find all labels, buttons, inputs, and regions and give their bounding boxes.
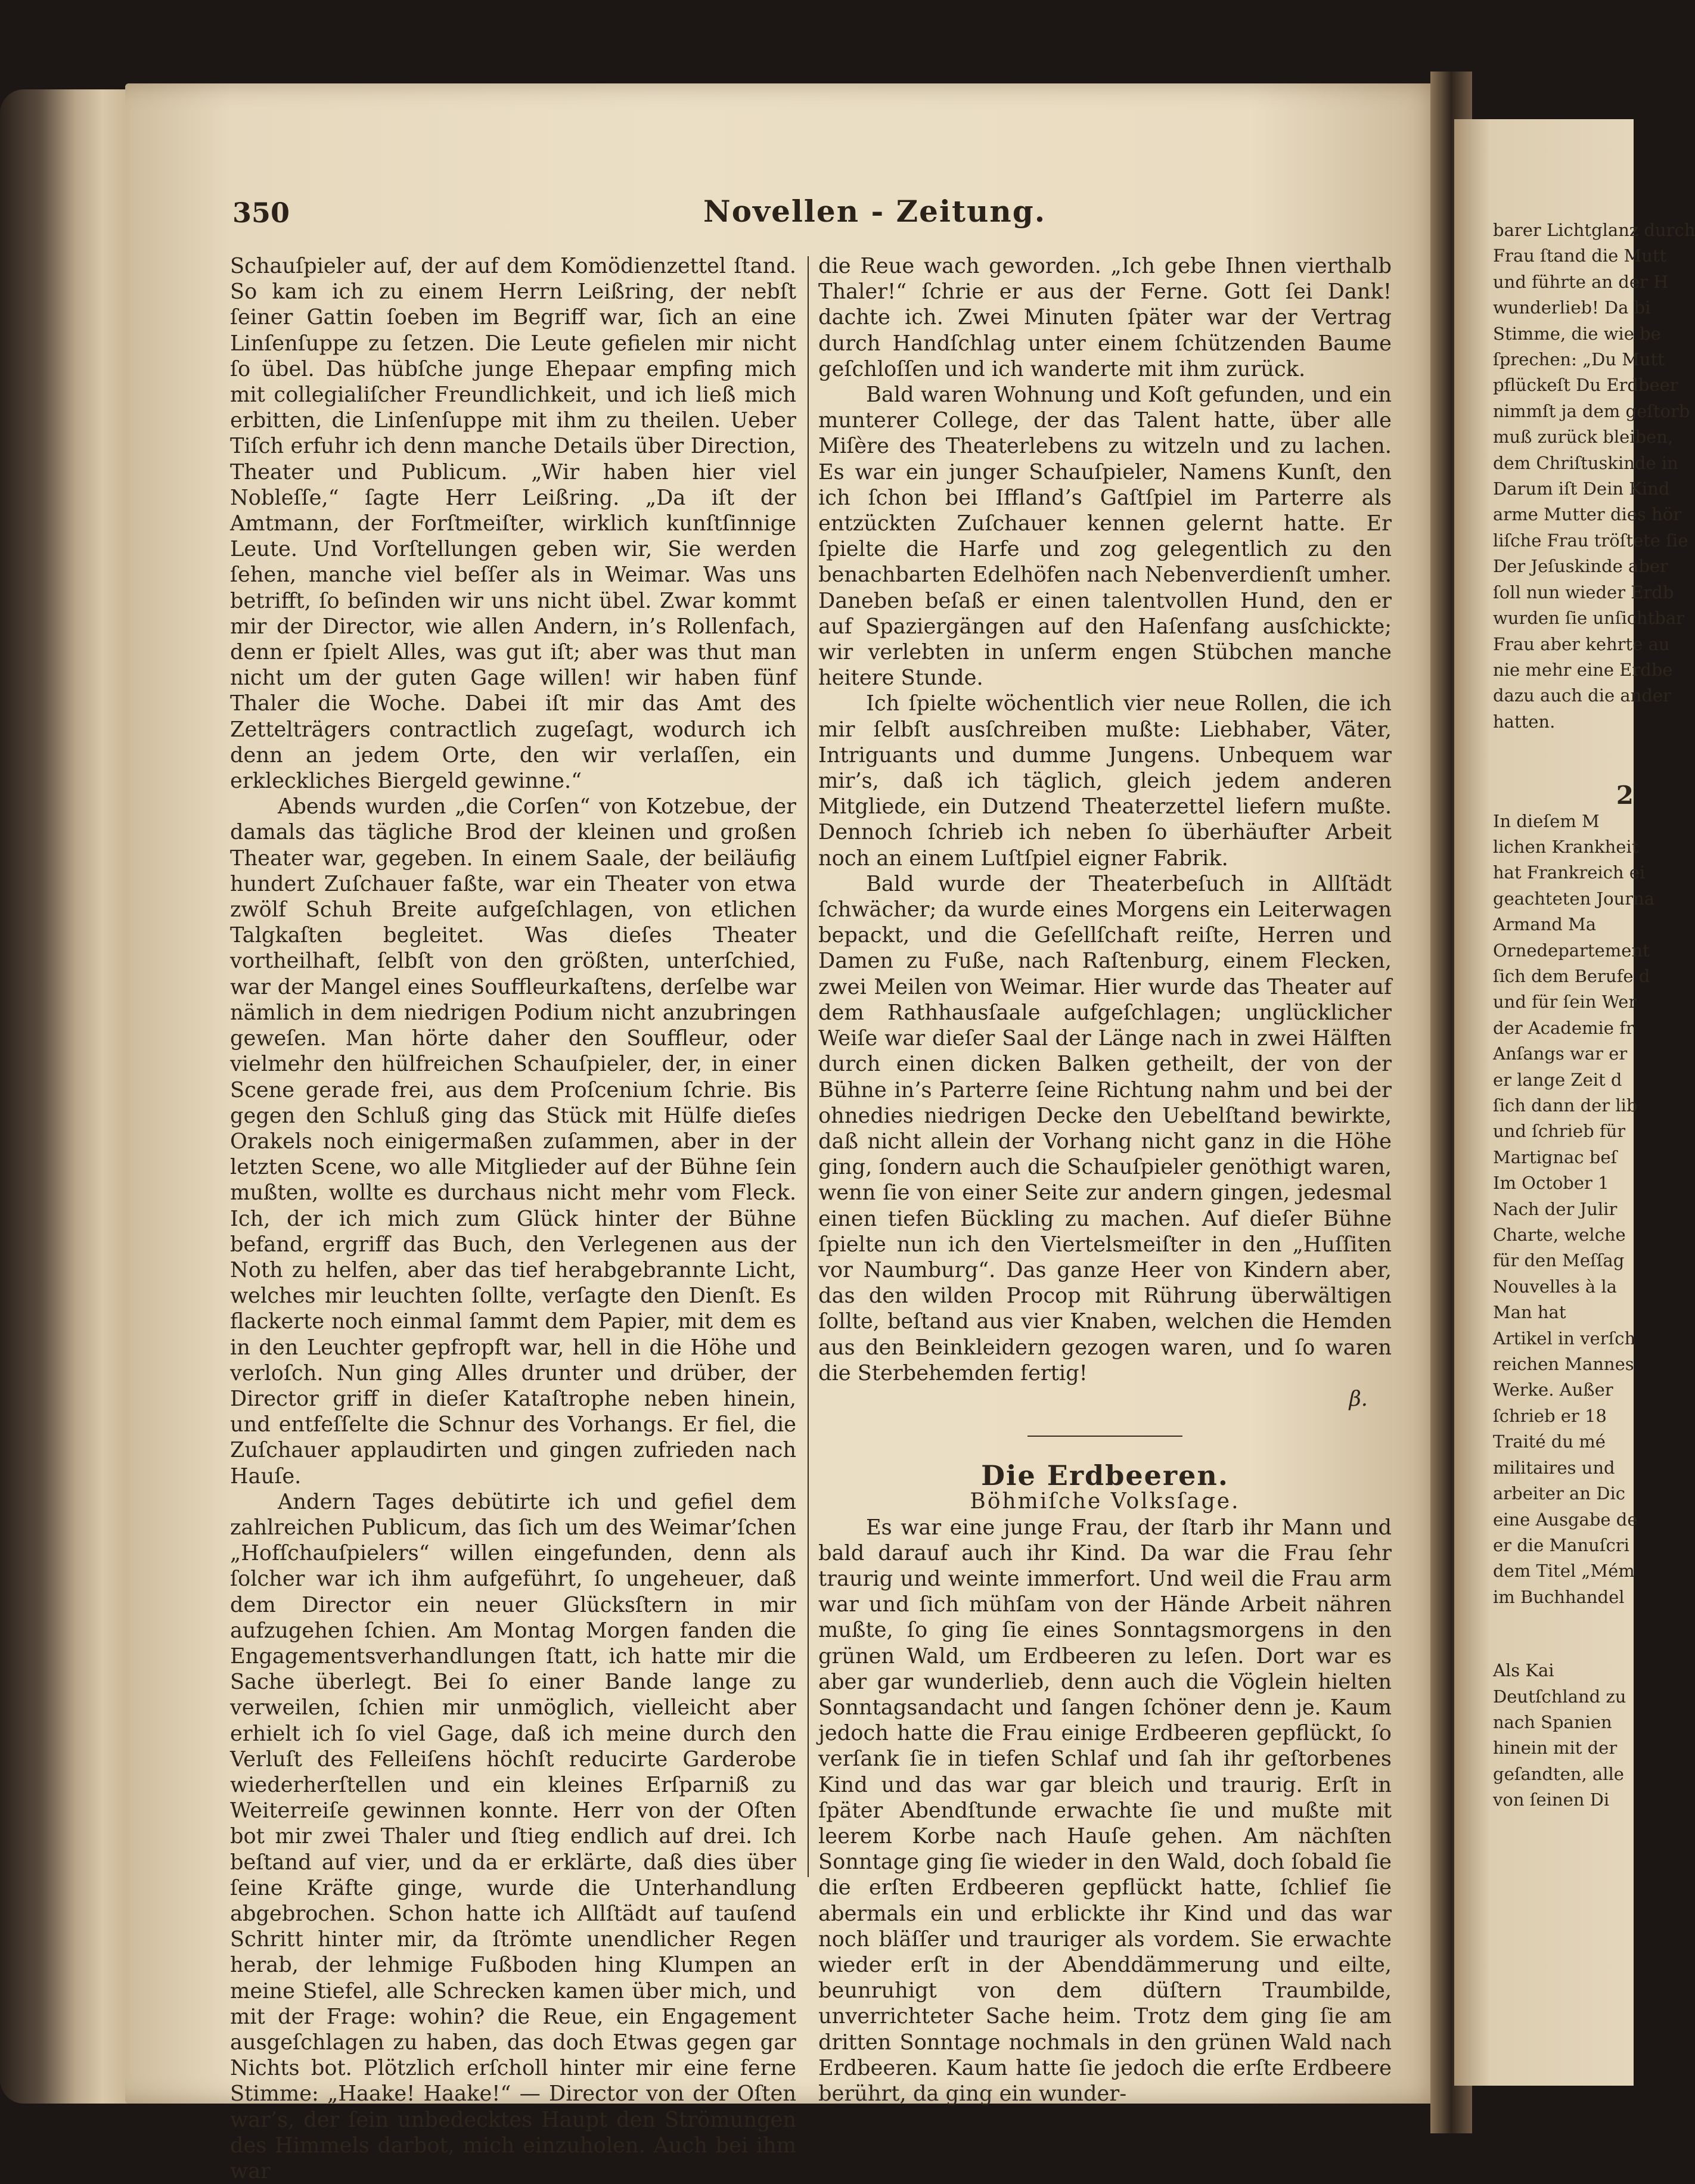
paragraph: Abends wurden „die Corſen“ von Kotzebue, der damals das tägliche Brod der kleinen und großen Theater war, gegeben. In einem Saale, der beiläufig hundert Zuſchauer faßte, war ein Theater von etwa zwölf Schuh Breite aufgeſchlagen, von etlichen Talgkaſten begleitet. Was dieſes Theater vortheilhaft, ſelbſt von den größten, unterſchied, war der Mangel eines Souffleurkaſtens, derſelbe war nämlich in dem niedrigen Podium nicht anzubringen geweſen. Man hörte daher den Souffleur, oder vielmehr den hülfreichen Schauſpieler, der, in einer Scene gerade frei, aus dem Proſcenium ſchrie. Bis gegen den Schluß ging das Stück mit Hülfe dieſes Orakels noch einigermaßen zuſammen, aber in der letzten Scene, wo alle Mitglieder auf der Bühne ſein mußten, wollte es durchaus nicht mehr vom Fleck. Ich, der ich mich zum Glück hinter der Bühne befand, ergriff das Buch, den Verlegenen aus der Noth zu helfen, aber das tief herabgebrannte Licht, welches mir leuchten ſollte, verſagte den Dienſt. Es flackerte noch einmal ſammt dem Papier, mit dem es in den Leuchter gepfropft war, hell in die Höhe und verloſch. Nun ging Alles drunter und drüber, der Director griff in dieſer Kataſtrophe neben hinein, und entfeſſelte die Schnur des Vorhangs. Er fiel, die Zuſchauer applaudirten und gingen zufrieden nach Hauſe. — [230, 794, 796, 1489]
next-page-line: Nach der Julir — [1493, 1198, 1618, 1219]
next-page-line: geſandten, alle — [1493, 1763, 1624, 1784]
next-page-line: hat Frankreich ei — [1493, 862, 1646, 883]
next-page-line: ſich dem Berufe d — [1493, 965, 1650, 986]
paragraph: Schauſpieler auf, der auf dem Komödienzettel ſtand. So kam ich zu einem Herrn Leißring, der nebſt ſeiner Gattin ſoeben im Begriff war, ſich an eine Linſenſuppe zu ſetzen. Die Leute gefielen mir nicht ſo übel. Das hübſche junge Ehepaar empfing mich mit collegialiſcher Freundlichkeit, und ich ließ mich erbitten, die Linſenſuppe mit ihm zu theilen. Ueber Tiſch erfuhr ich denn manche Details über Direction, Theater und Publicum. „Wir haben hier viel Nobleſſe,“ ſagte Herr Leißring. „Da iſt der Amtmann, der Forſtmeiſter, wirklich kunſtſinnige Leute. Und Vorſtellungen geben wir, Sie werden ſehen, manche viel beſſer als in Weimar. Was uns betrifft, ſo beſinden wir uns nicht übel. Zwar kommt mir der Director, wie allen Andern, in’s Rollenfach, denn er ſpielt Alles, was gut iſt; aber was thut man nicht um der guten Gage willen! wir haben fünf Thaler die Woche. Dabei iſt mir das Amt des Zettelträgers contractlich zugeſagt, wodurch ich denn an jedem Orte, den wir verlaſſen, ein erkleckliches Biergeld gewinne.“ — [230, 254, 796, 794]
next-page-line: Man hat — [1493, 1302, 1566, 1323]
next-page-line: barer Lichtglanz durch — [1493, 220, 1695, 240]
next-page-line: nimmſt ja dem geſtorb — [1493, 400, 1690, 421]
next-page-line: Werke. Außer — [1493, 1380, 1613, 1400]
next-page-line: lichen Krankheit — [1493, 836, 1639, 857]
next-page-line: ſchrieb er 18 — [1493, 1405, 1607, 1426]
next-page-line: und für ſein Wer — [1493, 992, 1637, 1012]
next-page-line: Ornedepartement — [1493, 940, 1650, 961]
next-page-line: ſprechen: „Du Mutt — [1493, 349, 1665, 370]
next-page-line: der Academie fr — [1493, 1017, 1634, 1038]
paragraph: Ich ſpielte wöchentlich vier neue Rollen, die ich mir ſelbſt ausſchreiben mußte: Liebhaber, Väter, Intriguants und dumme Jungens. Unbequem war mir’s, daß ich täglich, gleich jedem anderen Mitgliede, ein Dutzend Theaterzettel liefern mußte. Dennoch ſchrieb ich neben ſo überhäufter Arbeit noch an einem Luſtſpiel eigner Fabrik. — [818, 691, 1392, 871]
next-page-line: Anſangs war er — [1493, 1043, 1628, 1064]
paragraph: Bald waren Wohnung und Koſt gefunden, und ein munterer College, der das Talent hatte, über alle Miſère des Theaterlebens zu witzeln und zu lachen. Es war ein junger Schauſpieler, Namens Kunſt, den ich ſchon bei Iffland’s Gaſtſpiel im Parterre als entzückten Zuſchauer kennen gelernt hatte. Er ſpielte die Harfe und zog gelegentlich zu den benachbarten Edelhöfen nach Nebenverdienſt umher. Daneben beſaß er einen talentvollen Hund, den er auf Spaziergängen auf den Haſenfang ausſchickte; wir verlebten in unſerm engen Stübchen manche heitere Stunde. — [818, 383, 1392, 691]
next-page-line: Im October 1 — [1493, 1173, 1609, 1194]
next-page-line: Stimme, die wie be — [1493, 323, 1661, 344]
column-rule — [808, 256, 809, 1877]
story-title: Die Erdbeeren. — [981, 1459, 1229, 1492]
next-page-line: eine Ausgabe de — [1493, 1509, 1638, 1530]
next-page-line: pflückeſt Du Erdbeer — [1493, 375, 1678, 396]
next-page-line: im Buchhandel — [1493, 1586, 1625, 1607]
left-text-column — [230, 253, 796, 2184]
next-page-column — [1493, 218, 1695, 1813]
next-page-line: reichen Mannes — [1493, 1354, 1634, 1375]
next-page-line: Nouvelles à la — [1493, 1276, 1617, 1297]
next-page-line: dazu auch die ander — [1493, 685, 1671, 706]
next-page-line: militaires und — [1493, 1457, 1615, 1478]
next-page-line: Armand Ma — [1493, 914, 1597, 935]
next-page-line: hatten. — [1493, 711, 1556, 732]
next-page-line: von ſeinen Di — [1493, 1790, 1610, 1810]
next-page-line: geachteten Journa — [1493, 888, 1655, 909]
next-page-line: arme Mutter dies hör — [1493, 504, 1682, 525]
next-page-line: Martignac beſ — [1493, 1147, 1618, 1167]
line-gap — [1493, 735, 1634, 782]
next-page-line: er die Manuſcri — [1493, 1534, 1629, 1555]
next-page-line: arbeiter an Dic — [1493, 1483, 1626, 1504]
next-page-line: ſoll nun wieder Erdb — [1493, 582, 1674, 602]
right-text-column — [818, 253, 1392, 2107]
paragraph: Bald wurde der Theaterbeſuch in Allſtädt ſchwächer; da wurde eines Morgens ein Leiterwagen bepackt, und die Geſellſchaft reiſte, Herren und Damen zu Fuße, nach Raſtenburg, einem Flecken, zwei Meilen von Weimar. Hier wurde das Theater auf dem Rathhausſaale aufgeſchlagen; unglücklicher Weiſe war dieſer Saal der Länge nach in zwei Hälften durch einen dicken Balken getheilt, der von der Bühne in’s Parterre ſeine Richtung nahm und bei der ohnedies niedrigen Decke den Uebelſtand bewirkte, daß nicht allein der Vorhang nicht ganz in die Höhe ging, ſondern auch die Schauſpieler genöthigt waren, wenn ſie von einer Seite zur andern gingen, jedesmal einen tiefen Bückling zu machen. Auf dieſer Bühne ſpielte nun ich den Viertelsmeiſter in den „Huſſiten vor Naumburg“. Das ganze Heer von Kindern aber, das den wilden Procop mit Rührung überwältigen ſollte, beſtand aus vier Knaben, welchen die Hemden aus den Beinkleidern gezogen waren, und ſo waren die Sterbehemden fertig! — [818, 871, 1392, 1385]
next-page-line: Traité du mé — [1493, 1431, 1606, 1452]
next-page-line: und führte an der H — [1493, 271, 1669, 292]
paragraph: die Reue wach geworden. „Ich gebe Ihnen vierthalb Thaler!“ ſchrie er aus der Ferne. Gott ſei Dank! dachte ich. Zwei Minuten ſpäter war der Vertrag durch Handſchlag unter einem ſchützenden Baume geſchloſſen und ich wanderte mit ihm zurück. — [818, 254, 1392, 381]
next-page-line: dem Titel „Mém — [1493, 1561, 1635, 1582]
next-page-line: 2 — [1616, 781, 1634, 810]
next-page-line: dem Chriſtuskinde in — [1493, 452, 1678, 473]
next-page-line: Darum iſt Dein Kind — [1493, 479, 1670, 499]
next-page-line: Artikel in verſch — [1493, 1328, 1636, 1349]
next-page-line: ſich dann der lib — [1493, 1095, 1638, 1116]
next-page-line: Frau ſtand die Mutt — [1493, 246, 1667, 266]
next-page-line: und ſchrieb für — [1493, 1121, 1626, 1142]
next-page-line: Als Kai — [1493, 1660, 1554, 1681]
page-number: 350 — [232, 197, 290, 229]
story-paragraph: Es war eine junge Frau, der ſtarb ihr Mann und bald darauf auch ihr Kind. Da war die Frau ſehr traurig und weinte immerfort. Und weil die Frau arm war und ſich mühſam von der Hände Arbeit nähren mußte, ſo ging ſie eines Sonntagsmorgens in den grünen Wald, um Erdbeeren zu leſen. Dort war es aber gar wunderlieb, denn auch die Vöglein hielten Sonntagsandacht und ſangen ſchöner denn je. Kaum jedoch hatte die Frau einige Erdbeeren gepflückt, ſo verſank ſie in tiefen Schlaf und ſah ihr geſtorbenes Kind und das war gar bleich und traurig. Erſt in ſpäter Abendſtunde erwachte ſie und mußte mit leerem Korbe nach Hauſe gehen. Am nächſten Sonntage ging ſie wieder in den Wald, doch ſobald ſie die erſten Erdbeeren gepflückt hatte, ſchlief ſie abermals ein und erblickte ihr Kind und das war noch bläſſer und trauriger als vordem. Sie erwachte wieder erſt in der Abenddämmerung und eilte, beunruhigt von dem düſtern Traumbilde, unverrichteter Sache heim. Trotz dem ging ſie am dritten Sonntage nochmals in den grünen Wald nach Erdbeeren. Kaum hatte ſie jedoch die erſte Erdbeere berührt, da ging ein wunder- — [818, 1515, 1392, 2107]
next-page-line: muß zurück bleiben, — [1493, 427, 1674, 448]
next-page-line: liſche Frau tröſtete ſie — [1493, 530, 1688, 551]
next-page-line: hinein mit der — [1493, 1738, 1618, 1759]
section-separator — [1027, 1436, 1182, 1437]
next-page-line: Deutſchland zu — [1493, 1686, 1626, 1707]
running-title: Novellen - Zeitung. — [703, 194, 1047, 229]
paragraph: Andern Tages debütirte ich und gefiel dem zahlreichen Publicum, das ſich um des Weimar’ſchen „Hofſchauſpielers“ willen eingefunden, denn als ſolcher war ich ihm aufgeführt, ſo ungeheuer, daß dem Director ein neuer Glücksſtern in mir aufzugehen ſchien. Am Montag Morgen fanden die Engagementsverhandlungen ſtatt, ich hatte mir die Sache überlegt. Bei ſo einer Bande lange zu verweilen, ſchien mir unmöglich, vielleicht aber erhielt ich ſo viel Gage, daß ich meine durch den Verluſt des Felleiſens höchſt reducirte Garderobe wiederherſtellen und ein kleines Erſparniß zu Weiterreiſe gewinnen konnte. Herr von der Oſten bot mir zwei Thaler und ſtieg endlich auf drei. Ich beſtand auf vier, und da er erklärte, daß dies über ſeine Kräfte ginge, wurde die Unterhandlung abgebrochen. Schon hatte ich Allſtädt auf tauſend Schritt hinter mir, da ſtrömte unendlicher Regen herab, der lehmige Fußboden hing Klumpen an meine Stiefel, alle Schrecken kamen über mich, und mit der Frage: wohin? die Reue, ein Engagement ausgeſchlagen zu haben, das doch Etwas gegen gar Nichts bot. Plötzlich erſcholl hinter mir eine ferne Stimme: „Haake! Haake!“ — Director von der Oſten war’s, der ſein unbedecktes Haupt den Strömungen des Himmels darbot, mich einzuholen. Auch bei ihm war — [230, 1489, 796, 2184]
next-page-line: nach Spanien — [1493, 1711, 1612, 1732]
next-page-line: Frau aber kehrte au — [1493, 633, 1670, 654]
next-page-line: er lange Zeit d — [1493, 1069, 1622, 1090]
next-page-line: für den Meſſag — [1493, 1250, 1625, 1271]
next-page-line: In dieſem M — [1493, 810, 1600, 831]
next-page-line: wunderlieb! Da bi — [1493, 297, 1651, 318]
next-page-line: Der Jeſuskinde aber — [1493, 556, 1668, 577]
next-page-line: nie mehr eine Erdbe — [1493, 659, 1673, 680]
line-gap — [1493, 1610, 1634, 1658]
book-page-edges — [0, 89, 137, 2104]
story-subtitle: Böhmiſche Volksſage. — [970, 1489, 1240, 1514]
next-page-line: Charte, welche — [1493, 1225, 1626, 1245]
next-page-line: wurden ſie unſichtbar — [1493, 608, 1685, 629]
author-signature: β. — [1349, 1386, 1368, 1411]
